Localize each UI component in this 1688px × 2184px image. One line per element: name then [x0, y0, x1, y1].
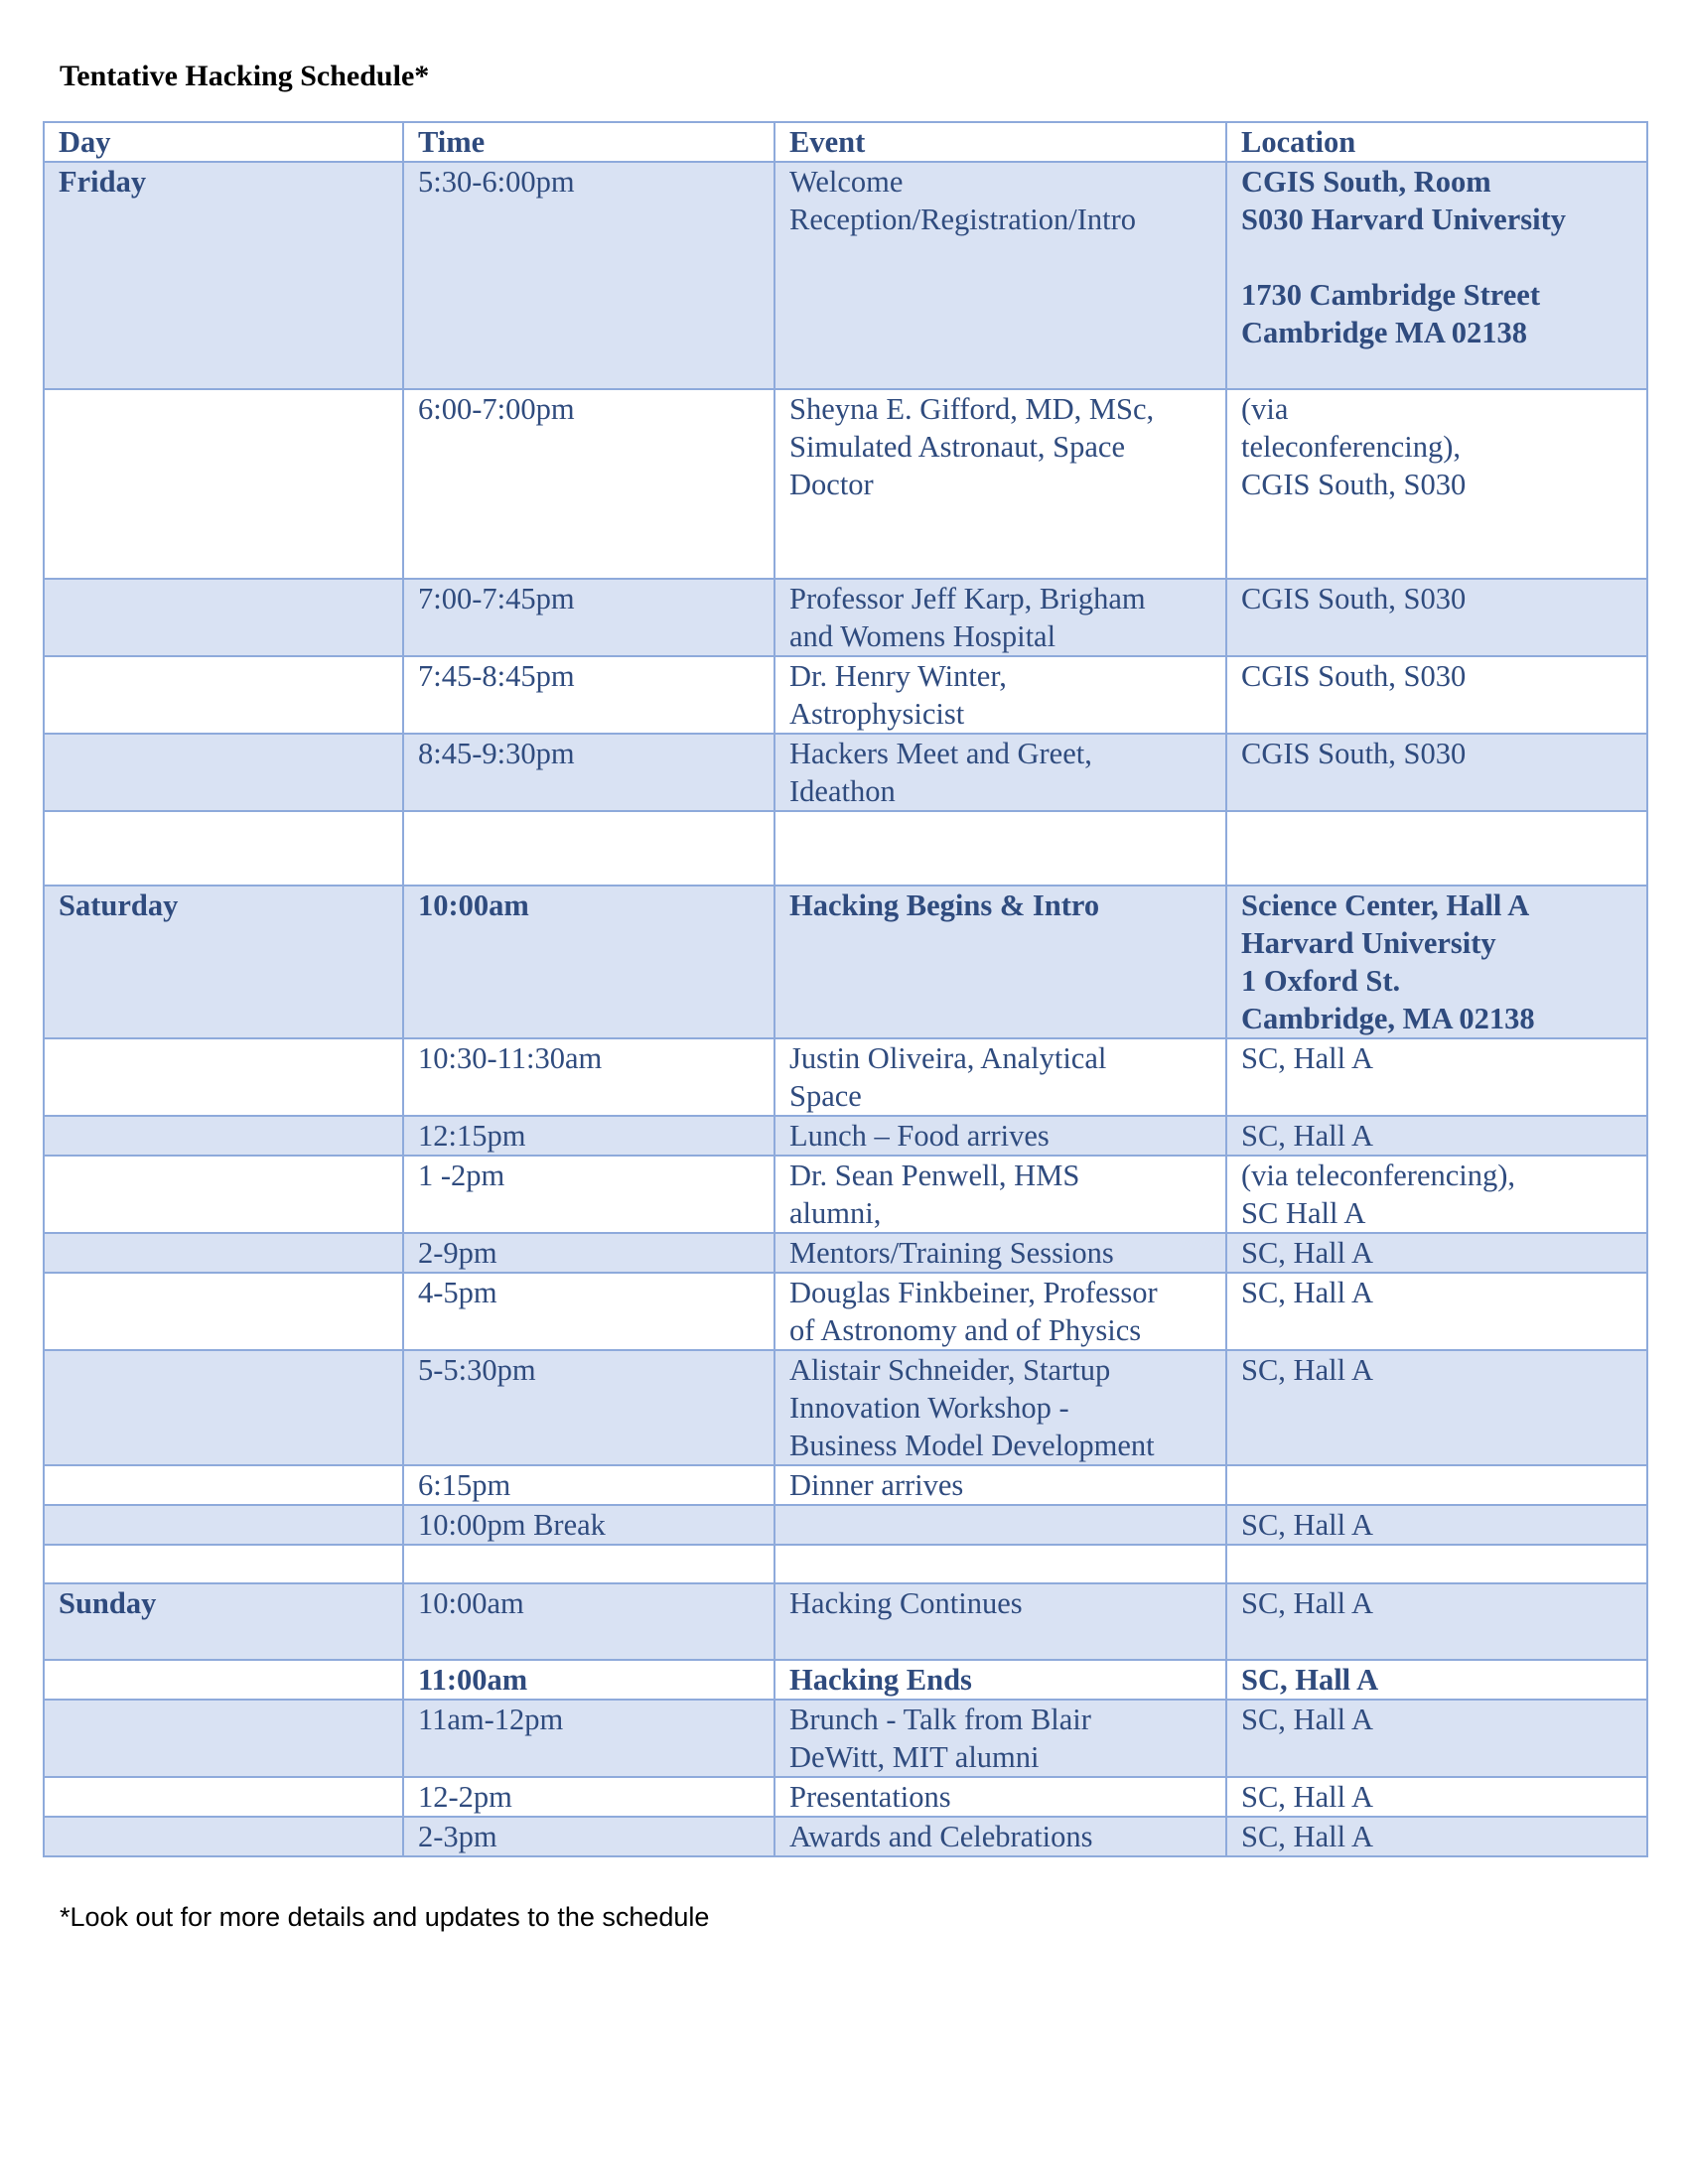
- table-row: [44, 1038, 1647, 1116]
- location-cell: [1226, 886, 1647, 1038]
- time-cell: [403, 811, 774, 886]
- location-cell: [1226, 1660, 1647, 1700]
- time-cell: 10:00am: [403, 886, 774, 1038]
- location-cell: [1226, 1116, 1647, 1156]
- table-row: [44, 162, 1647, 389]
- schedule-table: [43, 121, 1648, 1857]
- location-line: 1730 Cambridge Street: [1241, 278, 1540, 312]
- time-cell: 5:30-6:00pm: [403, 162, 774, 389]
- time-cell: 11:00am: [403, 1660, 774, 1700]
- table-row: [44, 1350, 1647, 1465]
- header-time: Time: [403, 122, 774, 162]
- location-line: Cambridge, MA 02138: [1241, 1002, 1535, 1035]
- location-cell: [1226, 1817, 1647, 1856]
- event-line: Brunch - Talk from Blair: [789, 1703, 1091, 1736]
- location-line: teleconferencing),: [1241, 430, 1461, 464]
- header-day: Day: [44, 122, 403, 162]
- event-line: Dinner arrives: [789, 1468, 964, 1502]
- location-line: SC, Hall A: [1241, 1780, 1374, 1814]
- page-title: Tentative Hacking Schedule*: [60, 60, 430, 92]
- event-line: Ideathon: [789, 774, 896, 808]
- time-cell: 1 -2pm: [403, 1156, 774, 1233]
- day-cell: [44, 579, 403, 656]
- table-row: [44, 1156, 1647, 1233]
- event-line: Hacking Begins & Intro: [789, 888, 1100, 922]
- day-cell: [44, 1660, 403, 1700]
- location-cell: [1226, 1038, 1647, 1116]
- location-line: Science Center, Hall A: [1241, 888, 1530, 922]
- day-cell: [44, 811, 403, 886]
- event-line: Awards and Celebrations: [789, 1820, 1093, 1853]
- event-cell: [774, 1465, 1226, 1505]
- location-line: Cambridge MA 02138: [1241, 316, 1528, 349]
- day-cell: Sunday: [44, 1583, 403, 1660]
- time-cell: 7:45-8:45pm: [403, 656, 774, 734]
- event-line: DeWitt, MIT alumni: [789, 1740, 1040, 1774]
- location-cell: [1226, 656, 1647, 734]
- table-row: [44, 734, 1647, 811]
- table-row: [44, 1273, 1647, 1350]
- event-cell: [774, 389, 1226, 579]
- location-cell: [1226, 1273, 1647, 1350]
- table-row: [44, 1583, 1647, 1660]
- event-cell: [774, 1545, 1226, 1583]
- table-row: [44, 389, 1647, 579]
- location-line: CGIS South, S030: [1241, 468, 1467, 501]
- event-cell: [774, 1273, 1226, 1350]
- event-line: Business Model Development: [789, 1429, 1155, 1462]
- event-line: Hacking Ends: [789, 1663, 972, 1697]
- time-cell: 10:30-11:30am: [403, 1038, 774, 1116]
- event-line: Lunch – Food arrives: [789, 1119, 1050, 1153]
- day-cell: Friday: [44, 162, 403, 389]
- event-line: Douglas Finkbeiner, Professor: [789, 1276, 1158, 1309]
- day-cell: [44, 389, 403, 579]
- event-cell: [774, 1156, 1226, 1233]
- time-cell: 2-9pm: [403, 1233, 774, 1273]
- location-cell: [1226, 1777, 1647, 1817]
- time-cell: 12:15pm: [403, 1116, 774, 1156]
- table-row: [44, 1116, 1647, 1156]
- event-line: Simulated Astronaut, Space: [789, 430, 1125, 464]
- event-cell: [774, 811, 1226, 886]
- day-cell: [44, 1777, 403, 1817]
- location-cell: [1226, 1700, 1647, 1777]
- time-cell: 11am-12pm: [403, 1700, 774, 1777]
- time-cell: [403, 1545, 774, 1583]
- location-line: SC, Hall A: [1241, 1586, 1374, 1620]
- time-cell: 12-2pm: [403, 1777, 774, 1817]
- location-line: SC, Hall A: [1241, 1041, 1374, 1075]
- event-line: Professor Jeff Karp, Brigham: [789, 582, 1146, 615]
- event-line: Welcome: [789, 165, 904, 199]
- day-cell: [44, 1505, 403, 1545]
- table-row: [44, 886, 1647, 1038]
- location-line: SC, Hall A: [1241, 1119, 1374, 1153]
- location-line: (via teleconferencing),: [1241, 1159, 1516, 1192]
- event-line: Presentations: [789, 1780, 951, 1814]
- table-row: [44, 1660, 1647, 1700]
- event-line: Hackers Meet and Greet,: [789, 737, 1092, 770]
- time-cell: 6:00-7:00pm: [403, 389, 774, 579]
- location-cell: [1226, 811, 1647, 886]
- event-cell: [774, 886, 1226, 1038]
- event-cell: [774, 1817, 1226, 1856]
- day-cell: [44, 1233, 403, 1273]
- location-line: CGIS South, S030: [1241, 582, 1467, 615]
- location-line: SC, Hall A: [1241, 1353, 1374, 1387]
- location-cell: [1226, 162, 1647, 389]
- location-cell: [1226, 1233, 1647, 1273]
- event-line: Justin Oliveira, Analytical: [789, 1041, 1107, 1075]
- location-line: CGIS South, S030: [1241, 659, 1467, 693]
- event-cell: [774, 656, 1226, 734]
- table-row: [44, 579, 1647, 656]
- event-line: Hacking Continues: [789, 1586, 1023, 1620]
- location-line: 1 Oxford St.: [1241, 964, 1401, 998]
- location-cell: [1226, 1465, 1647, 1505]
- day-cell: Saturday: [44, 886, 403, 1038]
- location-line: CGIS South, Room: [1241, 165, 1491, 199]
- table-row: [44, 1700, 1647, 1777]
- location-line: SC, Hall A: [1241, 1236, 1374, 1270]
- day-cell: [44, 1545, 403, 1583]
- event-cell: [774, 1350, 1226, 1465]
- day-cell: [44, 1700, 403, 1777]
- event-cell: [774, 734, 1226, 811]
- location-line: SC, Hall A: [1241, 1276, 1374, 1309]
- day-cell: [44, 1350, 403, 1465]
- time-cell: 10:00am: [403, 1583, 774, 1660]
- event-line: Innovation Workshop -: [789, 1391, 1069, 1425]
- location-line: SC, Hall A: [1241, 1703, 1374, 1736]
- location-cell: [1226, 1583, 1647, 1660]
- time-cell: 4-5pm: [403, 1273, 774, 1350]
- table-row: [44, 656, 1647, 734]
- event-line: of Astronomy and of Physics: [789, 1313, 1142, 1347]
- location-line: Harvard University: [1241, 926, 1496, 960]
- header-row: [44, 122, 1647, 162]
- event-cell: [774, 1505, 1226, 1545]
- location-line: CGIS South, S030: [1241, 737, 1467, 770]
- event-line: Doctor: [789, 468, 874, 501]
- location-cell: [1226, 734, 1647, 811]
- day-cell: [44, 1273, 403, 1350]
- location-line: [1241, 238, 1634, 276]
- location-line: S030 Harvard University: [1241, 203, 1567, 236]
- table-row: [44, 1233, 1647, 1273]
- event-line: Reception/Registration/Intro: [789, 203, 1136, 236]
- table-row: [44, 1817, 1647, 1856]
- day-cell: [44, 1156, 403, 1233]
- time-cell: 2-3pm: [403, 1817, 774, 1856]
- day-cell: [44, 1116, 403, 1156]
- time-cell: 5-5:30pm: [403, 1350, 774, 1465]
- event-line: alumni,: [789, 1196, 882, 1230]
- location-cell: [1226, 1350, 1647, 1465]
- table-row: [44, 1465, 1647, 1505]
- table-row: [44, 811, 1647, 886]
- event-cell: [774, 1700, 1226, 1777]
- location-line: SC, Hall A: [1241, 1663, 1379, 1697]
- schedule-body: [44, 162, 1647, 1856]
- event-cell: [774, 1583, 1226, 1660]
- header-location: Location: [1226, 122, 1647, 162]
- event-cell: [774, 1777, 1226, 1817]
- day-cell: [44, 1817, 403, 1856]
- time-cell: 8:45-9:30pm: [403, 734, 774, 811]
- event-cell: [774, 1660, 1226, 1700]
- event-line: Sheyna E. Gifford, MD, MSc,: [789, 392, 1155, 426]
- day-cell: [44, 1038, 403, 1116]
- day-cell: [44, 1465, 403, 1505]
- day-cell: [44, 734, 403, 811]
- time-cell: 10:00pm Break: [403, 1505, 774, 1545]
- event-line: Space: [789, 1079, 862, 1113]
- location-line: SC, Hall A: [1241, 1508, 1374, 1542]
- day-cell: [44, 656, 403, 734]
- table-row: [44, 1777, 1647, 1817]
- event-cell: [774, 1233, 1226, 1273]
- location-line: (via: [1241, 392, 1289, 426]
- event-line: Alistair Schneider, Startup: [789, 1353, 1111, 1387]
- location-cell: [1226, 1545, 1647, 1583]
- footnote: *Look out for more details and updates to the schedule: [60, 1902, 710, 1932]
- table-row: [44, 1545, 1647, 1583]
- header-event: Event: [774, 122, 1226, 162]
- location-cell: [1226, 579, 1647, 656]
- time-cell: 7:00-7:45pm: [403, 579, 774, 656]
- event-cell: [774, 1038, 1226, 1116]
- event-line: and Womens Hospital: [789, 619, 1056, 653]
- event-cell: [774, 162, 1226, 389]
- table-row: [44, 1505, 1647, 1545]
- location-cell: [1226, 389, 1647, 579]
- location-cell: [1226, 1505, 1647, 1545]
- location-line: SC Hall A: [1241, 1196, 1366, 1230]
- location-cell: [1226, 1156, 1647, 1233]
- time-cell: 6:15pm: [403, 1465, 774, 1505]
- event-cell: [774, 579, 1226, 656]
- event-line: Mentors/Training Sessions: [789, 1236, 1114, 1270]
- event-line: Astrophysicist: [789, 697, 965, 731]
- event-line: Dr. Sean Penwell, HMS: [789, 1159, 1080, 1192]
- event-cell: [774, 1116, 1226, 1156]
- event-line: Dr. Henry Winter,: [789, 659, 1007, 693]
- location-line: SC, Hall A: [1241, 1820, 1374, 1853]
